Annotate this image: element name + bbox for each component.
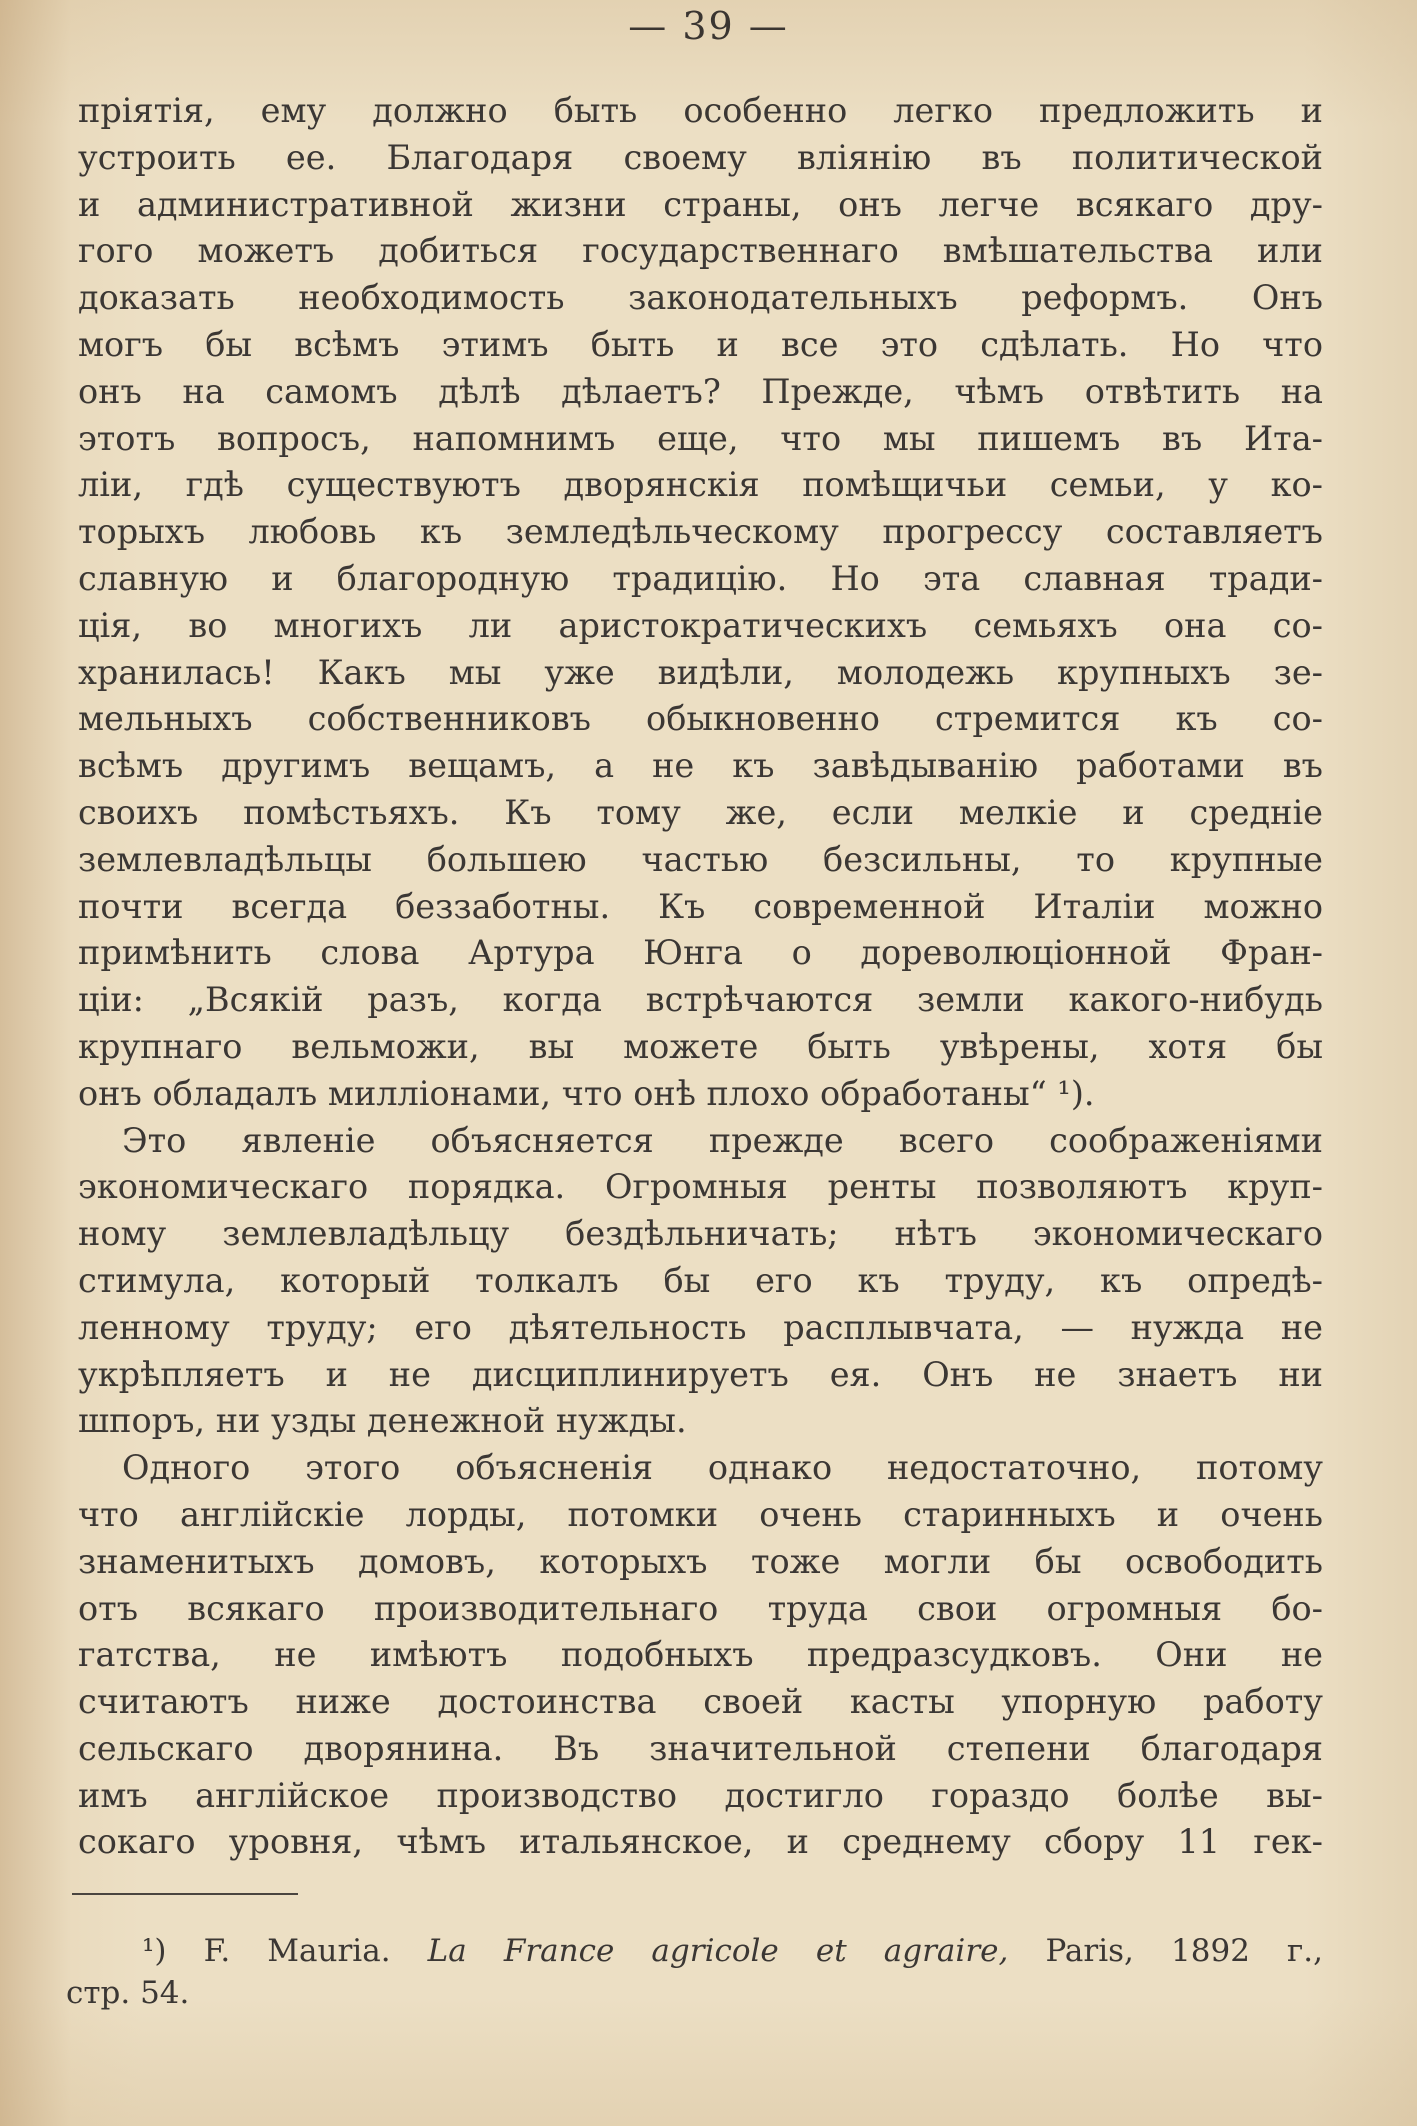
text-line: могъ бы всѣмъ этимъ быть и все это сдѣлать. Но что [78,324,1323,364]
text-line: пріятія, ему должно быть особенно легко предложить и [78,91,1323,130]
body-text [78,88,1323,1866]
text-line: устроить ее. Благодаря своему вліянію въ политической [78,137,1323,177]
text-line: ліи, гдѣ существуютъ дворянскія помѣщичьи семьи, у ко- [78,465,1323,505]
text-line: этотъ вопросъ, напомнимъ еще, что мы пишемъ въ Ита- [78,418,1323,458]
text-line: землевладѣльцы большею частью безсильны, то крупные [78,839,1323,879]
text-line: хранилась! Какъ мы уже видѣли, молодежь крупныхъ зе- [78,652,1323,692]
text-line: онъ на самомъ дѣлѣ дѣлаетъ? Прежде, чѣмъ отвѣтить на [78,371,1323,411]
text-line: гого можетъ добиться государственнаго вмѣшательства или [78,231,1323,271]
footnote-author: F. Mauria. [203,1933,391,1969]
text-line: сельскаго дворянина. Въ значительной степени благодаря [78,1728,1323,1768]
footnote [66,1930,1323,2014]
text-line: онъ обладалъ милліонами, что онѣ плохо обработаны“ ¹). [78,1073,1095,1113]
text-line: крупнаго вельможи, вы можете быть увѣрены, хотя бы [78,1026,1323,1066]
text-line: ція, во многихъ ли аристократическихъ семьяхъ она со- [78,605,1323,645]
text-line: ному землевладѣльцу бездѣльничать; нѣтъ экономическаго [78,1214,1323,1254]
text-line: что англійскіе лорды, потомки очень старинныхъ и очень [78,1494,1323,1534]
text-line: ленному труду; его дѣятельность расплывчата, — нужда не [78,1307,1323,1347]
footnote-title: La France agricole et agraire, [427,1933,1009,1969]
text-line: доказать необходимость законодательныхъ реформъ. Онъ [78,278,1323,318]
text-line: стимула, который толкалъ бы его къ труду, къ опредѣ- [78,1260,1323,1300]
text-line: гатства, не имѣютъ подобныхъ предразсудковъ. Они не [78,1635,1323,1675]
text-line: ціи: „Всякій разъ, когда встрѣчаются земли какого-нибудь [78,980,1323,1020]
footnote-marker: ¹) [142,1933,167,1969]
text-line: знаменитыхъ домовъ, которыхъ тоже могли бы освободить [78,1541,1323,1581]
footnote-place-year: Paris, 1892 г., [1045,1933,1323,1969]
text-line: примѣнить слова Артура Юнга о дореволюціонной Фран- [78,933,1323,973]
text-line: имъ англійское производство достигло гораздо болѣе вы- [78,1775,1323,1815]
text-line: почти всегда беззаботны. Къ современной Италіи можно [78,886,1323,926]
text-line: торыхъ любовь къ земледѣльческому прогрессу составляетъ [78,512,1323,552]
page-number: — 39 — [628,4,789,48]
text-line: шпоръ, ни узды денежной нужды. [78,1401,687,1441]
text-line: считаютъ ниже достоинства своей касты упорную работу [78,1682,1323,1722]
text-line: укрѣпляетъ и не дисциплинируетъ ея. Онъ не знаетъ ни [78,1354,1323,1394]
text-line: Это явленіе объясняется прежде всего соображеніями [122,1120,1323,1160]
text-line: всѣмъ другимъ вещамъ, а не къ завѣдыванію работами въ [78,746,1323,786]
footnote-line-1 [66,1930,1323,1972]
text-line: славную и благородную традицію. Но эта славная тради- [78,558,1323,598]
text-line: своихъ помѣстьяхъ. Къ тому же, если мелкіе и средніе [78,792,1323,832]
text-line: мельныхъ собственниковъ обыкновенно стремится къ со- [78,699,1323,739]
text-line: Одного этого объясненія однако недостаточно, потому [122,1448,1323,1488]
footnote-line-2: стр. 54. [66,1975,190,2011]
text-line: отъ всякаго производительнаго труда свои огромныя бо- [78,1588,1323,1628]
text-line: экономическаго порядка. Огромныя ренты позволяютъ круп- [78,1167,1323,1207]
text-line: сокаго уровня, чѣмъ итальянское, и среднему сбору 11 гек- [78,1822,1323,1862]
text-line: и административной жизни страны, онъ легче всякаго дру- [78,184,1323,224]
footnote-divider [72,1893,298,1895]
